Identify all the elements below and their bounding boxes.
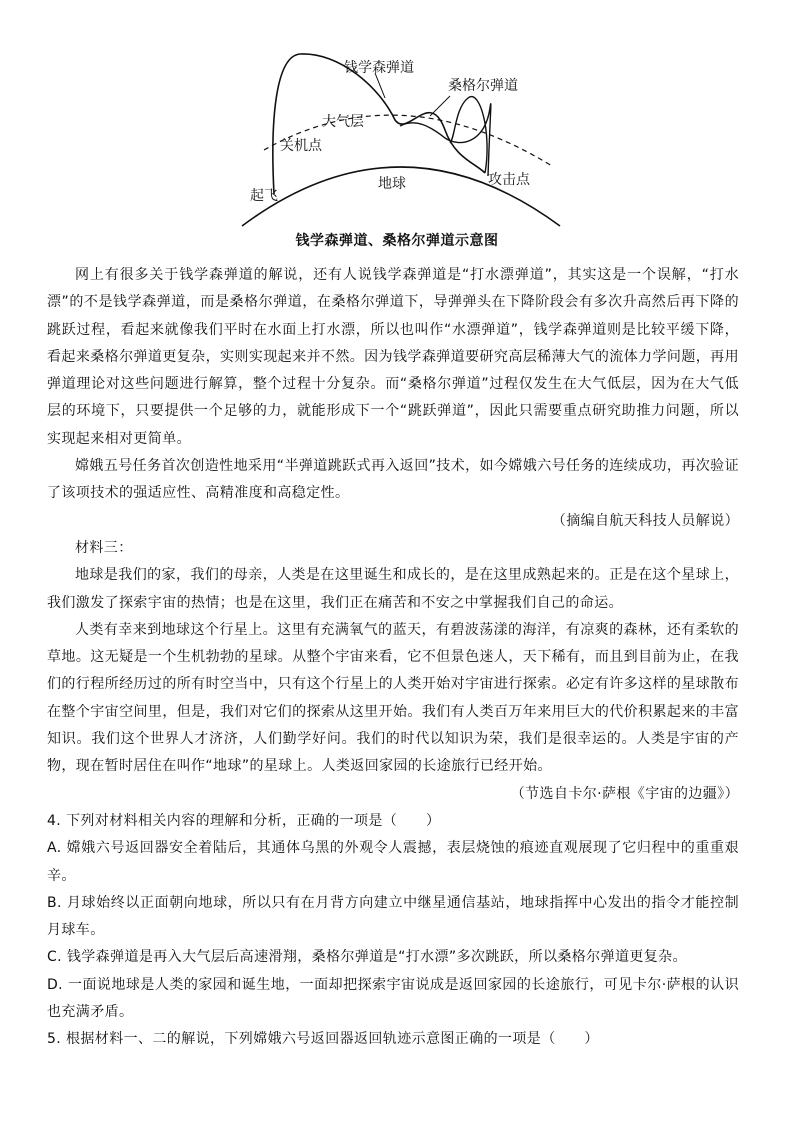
question-5-stem: 5. 根据材料一、二的解说，下列嫦娥六号返回器返回轨迹示意图正确的一项是（ ） bbox=[47, 1031, 599, 1048]
question-4-option-a: A. 嫦娥六号返回器安全着陆后，其通体乌黑的外观令人震撼，表层烧蚀的痕迹直观展现了它归程中的重重艰辛。 bbox=[47, 840, 739, 884]
paragraph: 地球是我们的家，我们的母亲，人类是在这里诞生和成长的，是在这里成熟起来的。正是在这个星球上，我们激发了探索宇宙的热情；也是在这里，我们正在痛苦和不安之中掌握我们自己的命运。 bbox=[47, 567, 739, 611]
question-4-option-d: D. 一面说地球是人类的家园和诞生地，一面却把探索宇宙说成是返回家园的长途旅行，可见卡尔·萨根的认识也充满矛盾。 bbox=[47, 976, 739, 1021]
question-4-stem: 4. 下列对材料相关内容的理解和分析，正确的一项是（ ） bbox=[47, 812, 441, 829]
qian-pointer bbox=[375, 73, 385, 98]
paragraph: 人类有幸来到地球这个行星上。这里有充满氧气的蓝天，有碧波荡漾的海洋，有凉爽的森林，还有柔软的草地。这无疑是一个生机勃勃的星球。从整个宇宙来看，它不但景色迷人，天下稀有，而且到目前为止，在我们的行程所经历过的所有时空当中，只有这个行星上的人类开始对宇宙进行探索。必定有许多这样的星球散布在整个宇宙空间里，但是，我们对它们的探索从这里开始。我们有人类百万年来用巨大的代价积累起来的丰富知识。我们这个世界人才济济，人们勤学好问。我们的时代以知识为荣，我们是很幸运的。人类是宇宙的产物，现在暂时居住在叫作“地球”的星球上。人类返回家园的长途旅行已经开始。 bbox=[47, 621, 739, 775]
label-qian: 钱学森弹道 bbox=[344, 60, 414, 76]
material-title: 材料三： bbox=[75, 539, 133, 556]
article-body bbox=[47, 262, 739, 1054]
paragraph: 网上有很多关于钱学森弹道的解说，还有人说钱学森弹道是“打水漂弹道”，其实这是一个误解，“打水漂”的不是钱学森弹道，而是桑格尔弹道，在桑格尔弹道下，导弹弹头在下降阶段会有多次升高然后再下降的跳跃过程，看起来就像我们平时在水面上打水漂，所以也叫作“水漂弹道”，钱学森弹道则是比较平缓下降，看起来桑格尔弹道更复杂，实则实现起来并不然。因为钱学森弹道要研究高层稀薄大气的流体力学问题，再用弹道理论对这些问题进行解算，整个过程十分复杂。而“桑格尔弹道”过程仅发生在大气低层，因为在大气低层的环境下，只要提供一个足够的力，就能形成下一个“跳跃弹道”，因此只需要重点研究助推力问题，所以实现起来相对更简单。 bbox=[47, 267, 739, 447]
label-takeoff: 起飞 bbox=[250, 188, 278, 204]
label-earth: 地球 bbox=[378, 176, 406, 192]
figure-caption: 钱学森弹道、桑格尔弹道示意图 bbox=[295, 233, 499, 249]
sang-pointer bbox=[430, 96, 450, 116]
question-4-option-b: B. 月球始终以正面朝向地球，所以只有在月背方向建立中继星通信基站，地球指挥中心发出的指令才能控制月球车。 bbox=[47, 894, 739, 939]
question-4-option-c: C. 钱学森弹道是再入大气层后高速滑翔，桑格尔弹道是“打水漂”多次跳跃，所以桑格尔弹道更复杂。 bbox=[47, 949, 687, 966]
paragraph: 嫦娥五号任务首次创造性地采用“半弹道跳跃式再入返回”技术，如今嫦娥六号任务的连续成功，再次验证了该项技术的强适应性、高精准度和高稳定性。 bbox=[47, 458, 739, 502]
label-target: 攻击点 bbox=[488, 172, 530, 188]
source-note: （摘编自航天科技人员解说） bbox=[551, 512, 739, 529]
label-atmosphere: 大气层 bbox=[322, 114, 364, 130]
label-sang: 桑格尔弹道 bbox=[448, 78, 518, 94]
trajectory-diagram bbox=[230, 48, 570, 228]
source-note: （节选自卡尔·萨根《宇宙的边疆》） bbox=[510, 785, 739, 802]
label-cutoff: 关机点 bbox=[280, 138, 322, 154]
sanger-trajectory-2 bbox=[400, 104, 491, 176]
